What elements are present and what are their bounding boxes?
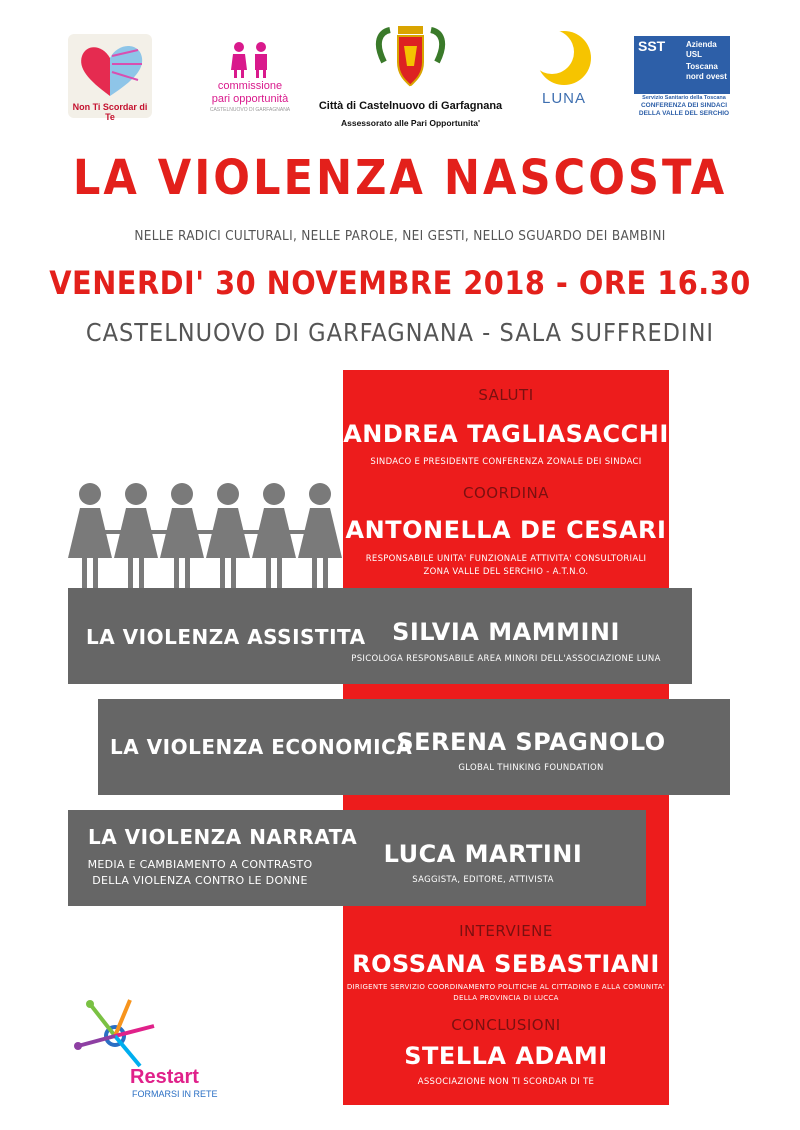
event-title: LA VIOLENZA NASCOSTA [72, 150, 728, 206]
speaker-martini: LUCA MARTINI [383, 840, 583, 868]
role-saluti: SALUTI [478, 386, 534, 404]
logo-sub: FORMARSI IN RETE [132, 1089, 218, 1099]
speaker-mammini-desc: PSICOLOGA RESPONSABILE AREA MINORI DELL'ASSOCIAZIONE LUNA [351, 654, 661, 664]
logo-line3: CASTELNUOVO DI GARFAGNANA [209, 107, 291, 113]
topic-violenza-narrata: LA VIOLENZA NARRATA [88, 825, 358, 849]
heart-butterfly-icon [68, 34, 152, 104]
role-interviene: INTERVIENE [459, 922, 553, 940]
logo-luna [532, 28, 596, 110]
topic-violenza-narrata-sub2: DELLA VIOLENZA CONTRO LE DONNE [92, 874, 308, 887]
topic-violenza-narrata-sub1: MEDIA E CAMBIAMENTO A CONTRASTO [87, 858, 313, 871]
logo-label: LUNA [541, 90, 586, 107]
speaker-tagliasacchi: ANDREA TAGLIASACCHI [343, 420, 669, 448]
usl-line3: Toscana [686, 62, 718, 71]
usl-line6: CONFERENZA DEI SINDACI [640, 102, 728, 109]
topic-violenza-assistita: LA VIOLENZA ASSISTITA [86, 625, 366, 649]
logo-line1: Città di Castelnuovo di Garfagnana [318, 100, 503, 112]
logo-restart [70, 996, 220, 1102]
speaker-tagliasacchi-desc: SINDACO E PRESIDENTE CONFERENZA ZONALE DEI SINDACI [370, 457, 642, 467]
speaker-adami-desc: ASSOCIAZIONE NON TI SCORDAR DI TE [417, 1077, 595, 1087]
topic-violenza-economica: LA VIOLENZA ECONOMICA [110, 735, 413, 759]
speaker-spagnolo-desc: GLOBAL THINKING FOUNDATION [458, 763, 604, 773]
speaker-de-cesari-desc2: ZONA VALLE DEL SERCHIO - A.T.N.O. [423, 567, 589, 577]
usl-line4: nord ovest [686, 72, 727, 81]
moon-icon [532, 28, 596, 88]
speaker-sebastiani-desc1: DIRIGENTE SERVIZIO COORDINAMENTO POLITICHE AL CITTADINO E ALLA COMUNITA' [346, 983, 666, 991]
usl-line2: USL [686, 50, 702, 59]
logo-line2: Assessorato alle Pari Opportunita' [340, 118, 480, 128]
speaker-adami: STELLA ADAMI [404, 1042, 608, 1070]
coat-of-arms-icon [318, 22, 503, 94]
usl-line5: Servizio Sanitario della Toscana [642, 95, 726, 101]
logo-line2: pari opportunità [211, 93, 289, 105]
logo-usl-toscana [634, 36, 734, 116]
speaker-sebastiani: ROSSANA SEBASTIANI [352, 950, 660, 978]
speaker-de-cesari: ANTONELLA DE CESARI [345, 516, 667, 544]
role-coordina: COORDINA [463, 484, 549, 502]
women-holding-hands-icon [68, 480, 348, 592]
logo-label: Restart [130, 1066, 199, 1088]
speaker-mammini: SILVIA MAMMINI [392, 618, 620, 646]
logo-commissione-pari-opportunita [205, 40, 295, 120]
event-date: VENERDI' 30 NOVEMBRE 2018 - ORE 16.30 [49, 264, 751, 302]
usl-line7: DELLA VALLE DEL SERCHIO [638, 110, 730, 117]
role-conclusioni: CONCLUSIONI [451, 1016, 561, 1034]
logo-line1: commissione [217, 80, 283, 92]
logo-non-ti-scordar-di-te [68, 34, 152, 122]
speaker-sebastiani-desc2: DELLA PROVINCIA DI LUCCA [453, 994, 559, 1002]
speaker-spagnolo: SERENA SPAGNOLO [396, 728, 666, 756]
people-icon [205, 40, 295, 80]
speaker-martini-desc: SAGGISTA, EDITORE, ATTIVISTA [412, 875, 554, 885]
network-arrows-icon [70, 996, 160, 1070]
usl-line1: Azienda [686, 40, 717, 49]
event-venue: CASTELNUOVO DI GARFAGNANA - SALA SUFFREDINI [85, 318, 715, 347]
usl-badge: SST [638, 38, 666, 54]
logo-label: Non Ti Scordar di Te [72, 102, 148, 122]
logo-citta-castelnuovo [318, 22, 503, 134]
event-subtitle: NELLE RADICI CULTURALI, NELLE PAROLE, NEI GESTI, NELLO SGUARDO DEI BAMBINI [134, 228, 666, 244]
speaker-de-cesari-desc1: RESPONSABILE UNITA' FUNZIONALE ATTIVITA' CONSULTORIALI [365, 554, 647, 564]
